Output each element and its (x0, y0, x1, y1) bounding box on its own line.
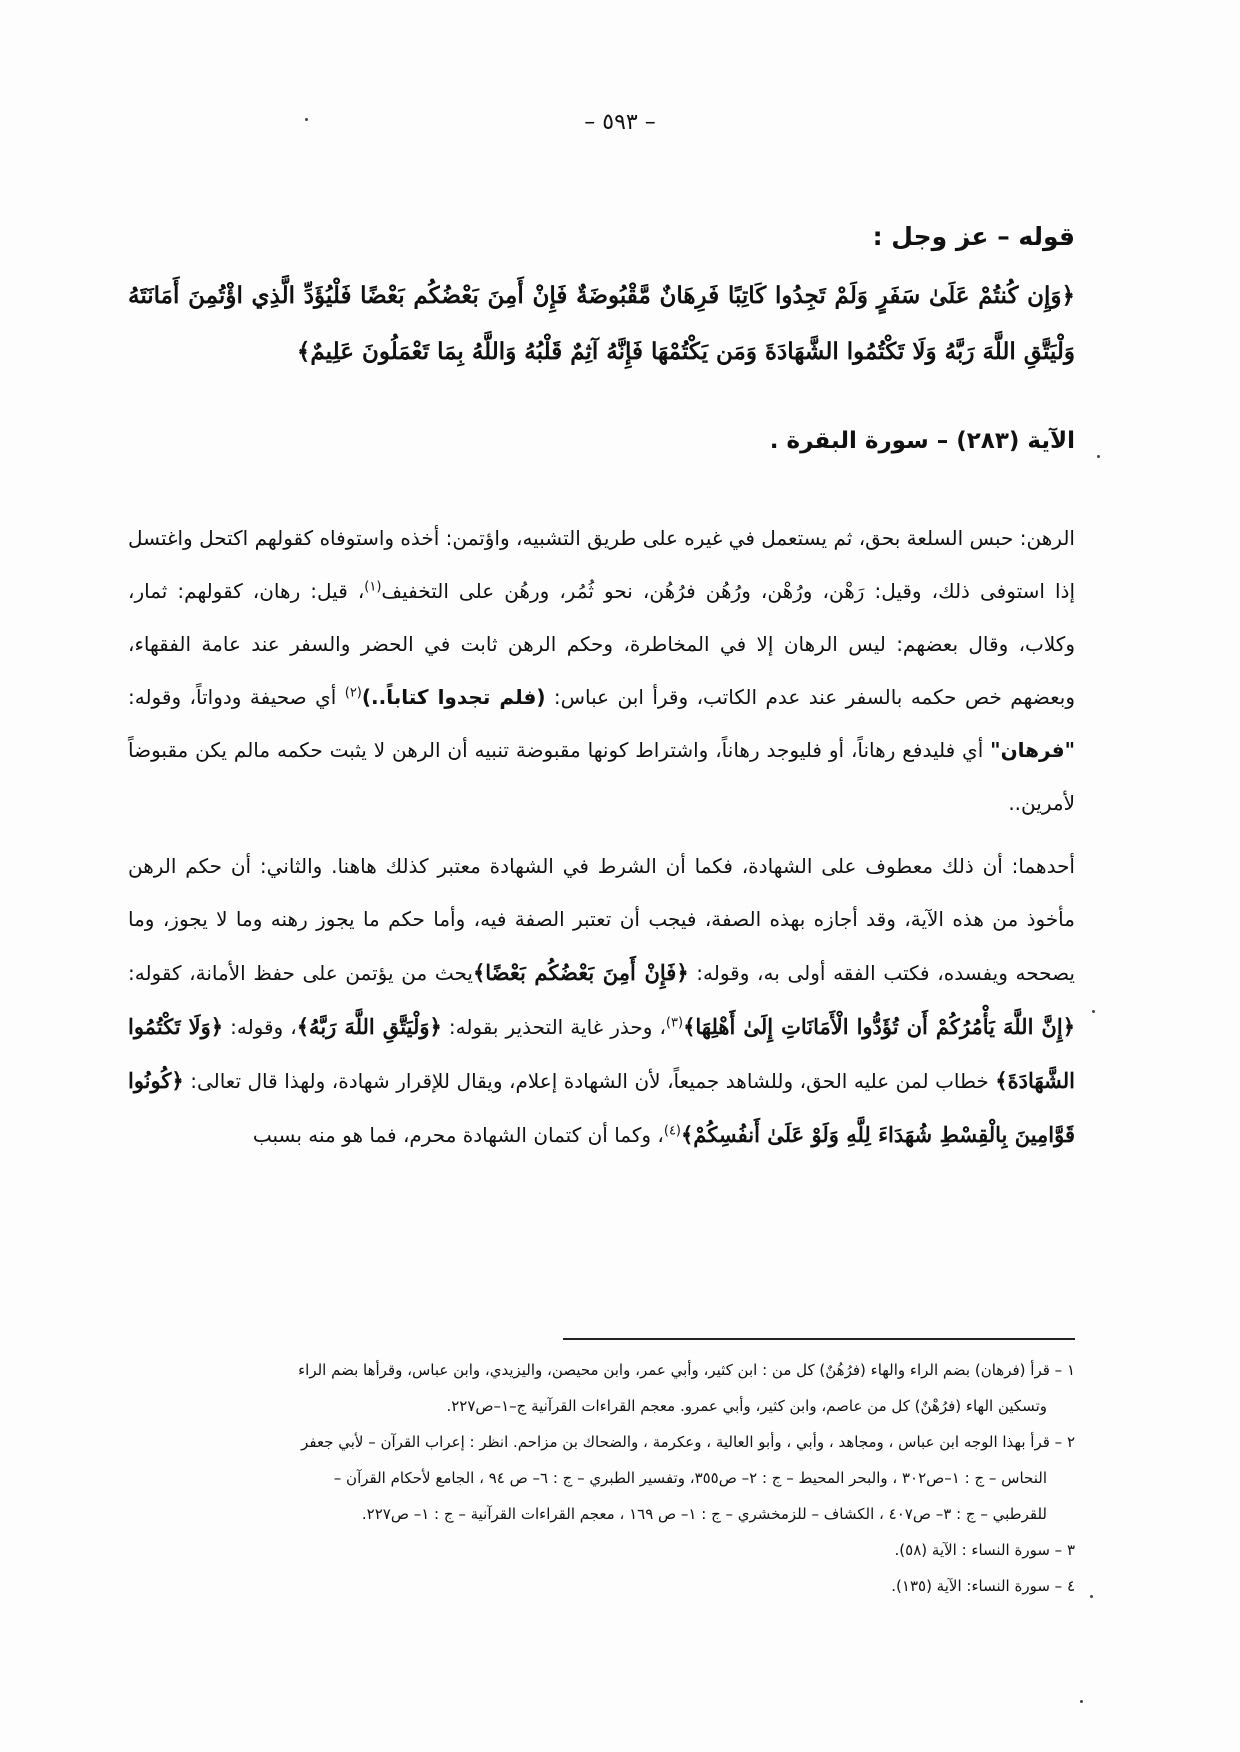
scan-speck (1097, 455, 1100, 458)
paragraph-2 (128, 840, 1075, 1162)
scan-speck (1090, 1595, 1093, 1598)
footnote-4: ٤ – سورة النساء: الآية (١٣٥). (891, 1577, 1075, 1595)
footnote-divider (563, 1338, 1075, 1340)
paragraph-1-part-1: الرهن: حبس السلعة بحق، ثم يستعمل في غيره على طريق التشبيه، واؤتمن: أخذه واستوفاه كقولهم اكتحل واغتسل إذا استوفى ذلك، وقيل: رَهْن، ورُهْن، ورُهُن فرُهُن، نحو ثُمُر، ورهُن على التخفيف (128, 526, 1075, 603)
verse-quote-4: ﴿وَلَا تَكْتُمُوا الشَّهَادَةَ﴾ (128, 1014, 1075, 1093)
body-text (128, 512, 1075, 1172)
paragraph-1-part-4: أي فليدفع رهاناً، أو فليوجد رهاناً، واشتراط كونها مقبوضة تنبيه أن الرهن لا يثبت حكمه مالم يكن مقبوضاً لأمرين.. (128, 738, 1075, 815)
paragraph-2-part-4: ، وقوله: (223, 1015, 297, 1039)
verse-quote-3: ﴿وَلْيَتَّقِ اللَّهَ رَبَّهُ﴾ (296, 1014, 442, 1039)
footnote-ref-1: (١) (364, 579, 382, 595)
paragraph-1 (128, 512, 1075, 830)
scan-speck (1092, 1010, 1095, 1013)
verse-quote-5: ﴿كُونُوا قَوَّامِينَ بِالْقِسْطِ شُهَدَاءَ لِلَّهِ وَلَوْ عَلَىٰ أَنفُسِكُمْ﴾ (128, 1068, 1075, 1147)
reading-quote-2: "فرهان" (990, 738, 1075, 762)
paragraph-1-part-2: ، قيل: رهان، كقولهم: ثمار، وكلاب، وقال بعضهم: ليس الرهان إلا في المخاطرة، وحكم الرهن ثابت في الحضر والسفر عند عامة الفقهاء، وبعضهم خص حكمه بالسفر عند عدم الكاتب، وقرأ ابن عباس: (128, 579, 1075, 709)
footnote-ref-3: (٣) (665, 1015, 684, 1031)
scan-speck (305, 118, 308, 121)
section-heading: قوله – عز وجل : (872, 222, 1075, 251)
footnote-2-line-3: للقرطبي – ج : ٣– ص٤٠٧ ، الكشاف – للزمخشري – ج : ١– ص ١٦٩ ، معجم القراءات القرآنية – ج : ١– ص٢٢٧. (361, 1505, 1047, 1523)
paragraph-1-part-3: أي صحيفة ودواتاً، وقوله: (128, 685, 345, 709)
verse-quote-2: ﴿إِنَّ اللَّهَ يَأْمُرُكُمْ أَن تُؤَدُّوا الْأَمَانَاتِ إِلَىٰ أَهْلِهَا﴾ (683, 1014, 1075, 1039)
footnote-ref-4: (٤) (663, 1123, 681, 1139)
paragraph-2-part-6: ، وكما أن كتمان الشهادة محرم، فما هو منه بسبب (252, 1123, 664, 1147)
footnote-2-line-2: النحاس – ج : ١–ص٣٠٢ ، والبحر المحيط – ج : ٢– ص٣٥٥، وتفسير الطبري – ج : ٦– ص ٩٤ ، الجامع لأحكام القرآن – (333, 1469, 1047, 1487)
verse-quote-1: ﴿فَإِنْ أَمِنَ بَعْضُكُم بَعْضًا﴾ (472, 960, 689, 985)
verse-reference: الآية (٢٨٣) – سورة البقرة . (769, 428, 1075, 454)
footnote-1-line-2: وتسكين الهاء (فرُهْنٌ) كل من عاصم، وابن كثير، وأبي عمرو. معجم القراءات القرآنية ج–١–ص٢٢٧. (446, 1397, 1047, 1415)
footnote-2-line-1: ٢ – قرأ بهذا الوجه ابن عباس ، ومجاهد ، وأبي ، وأبو العالية ، وعكرمة ، والضحاك بن مزاحم. انظر : إعراب القرآن – لأبي جعفر (301, 1433, 1075, 1451)
paragraph-2-part-1: أحدهما: أن ذلك معطوف على الشهادة، فكما أن الشرط في الشهادة معتبر كذلك هاهنا. والثاني: أن حكم الرهن مأخوذ من هذه الآية، وقد أجازه بهذه الصفة، فيجب أن تعتبر الصفة فيه، وأما حكم ما يجوز رهنه وما لا يجوز، وما يصححه ويفسده، فكتب الفقه أولى به، وقوله: (128, 854, 1075, 985)
footnote-1-line-1: ١ – قرأ (فرهان) بضم الراء والهاء (فرُهُنٌ) كل من : ابن كثير، وأبي عمر، وابن محيصن، واليزيدي، وابن عباس، وقرأها بضم الراء (298, 1361, 1075, 1379)
paragraph-2-part-3: ، وحذر غاية التحذير بقوله: (441, 1015, 666, 1039)
page-number: – ٥٩٣ – (584, 110, 656, 135)
footnotes (118, 1352, 1075, 1604)
footnote-3: ٣ – سورة النساء : الآية (٥٨). (894, 1541, 1075, 1559)
paragraph-2-part-2: يحث من يؤتمن على حفظ الأمانة، كقوله: (128, 961, 473, 985)
paragraph-2-part-5: خطاب لمن عليه الحق، وللشاهد جميعاً، لأن الشهادة إعلام، ويقال للإقرار شهادة، ولهذا قال تعالى: (183, 1069, 996, 1093)
footnote-ref-2: (٢) (344, 685, 362, 701)
quran-verse: ﴿وَإِن كُنتُمْ عَلَىٰ سَفَرٍ وَلَمْ تَجِدُوا كَاتِبًا فَرِهَانٌ مَّقْبُوضَةٌ فَإِنْ أَمِنَ بَعْضُكُم بَعْضًا فَلْيُؤَدِّ الَّذِي اؤْتُمِنَ أَمَانَتَهُ وَلْيَتَّقِ اللَّهَ رَبَّهُ وَلَا تَكْتُمُوا الشَّهَادَةَ وَمَن يَكْتُمْهَا فَإِنَّهُ آثِمٌ قَلْبُهُ وَاللَّهُ بِمَا تَعْمَلُونَ عَلِيمٌ﴾ (128, 282, 1075, 365)
reading-quote-1: (فلم تجدوا كتاباً..) (361, 685, 546, 709)
scan-speck (1080, 1700, 1083, 1703)
